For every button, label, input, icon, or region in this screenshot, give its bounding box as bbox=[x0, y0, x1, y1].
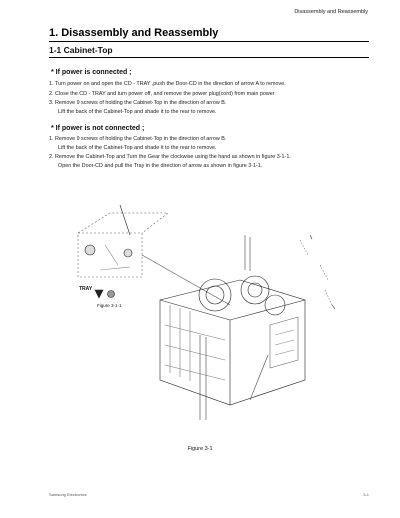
step-text: Open the Door-CD and pull the Tray in the direction of arrow as shown in figure 3-1-1. bbox=[58, 163, 263, 169]
page-number: 3-1 bbox=[363, 492, 369, 497]
power-connected-heading: * If power is connected ; bbox=[51, 69, 132, 76]
figure-caption: Figure 3-1 bbox=[187, 446, 213, 452]
section-subtitle: 1-1 Cabinet-Top bbox=[49, 45, 113, 55]
inset-figure-label: Figure 3-1-1 bbox=[97, 303, 122, 308]
running-header: Disassembly and Reassembly bbox=[294, 9, 368, 15]
step-text: 1. Remove 9 screws of holding the Cabinet-Top in the direction of arrow B. bbox=[49, 136, 227, 142]
subtitle-rule bbox=[49, 57, 369, 58]
step-text: 2. Close the CD - TRAY and turn power off, and remove the power plug(cord) from main power bbox=[49, 91, 275, 97]
tray-label: TRAY bbox=[79, 286, 93, 292]
step-text: Lift the back of the Cabinet-Top and shade it to the rear to remove. bbox=[58, 109, 217, 115]
cd-disc-icon bbox=[199, 279, 231, 311]
inset-frame bbox=[78, 233, 142, 277]
step-text: Lift the back of the Cabinet-Top and shade it to the rear to remove. bbox=[58, 145, 217, 151]
step-text: 2. Remove the Cabinet-Top and Turn the Gear the clockwise using the hand as shown in figure 3-1-1. bbox=[49, 154, 291, 160]
screw-icon bbox=[124, 249, 132, 257]
footer-left: Samsung Electronics bbox=[49, 492, 87, 497]
cabinet-outline bbox=[160, 280, 305, 405]
step-text: 3. Remove 9 screws of holding the Cabinet-Top in the direction of arrow B. bbox=[49, 100, 227, 106]
disassembly-figure bbox=[70, 195, 360, 430]
arrow-down-icon bbox=[95, 290, 103, 298]
power-not-connected-heading: * If power is not connected ; bbox=[51, 125, 145, 132]
gear-icon bbox=[85, 245, 95, 255]
step-text: 1. Turn power on and open the CD - TRAY ,push the Door-CD in the direction of arrow A to remove. bbox=[49, 81, 286, 87]
title-rule bbox=[49, 41, 369, 42]
knob-icon bbox=[108, 291, 115, 298]
page-title: 1. Disassembly and Reassembly bbox=[49, 27, 219, 39]
